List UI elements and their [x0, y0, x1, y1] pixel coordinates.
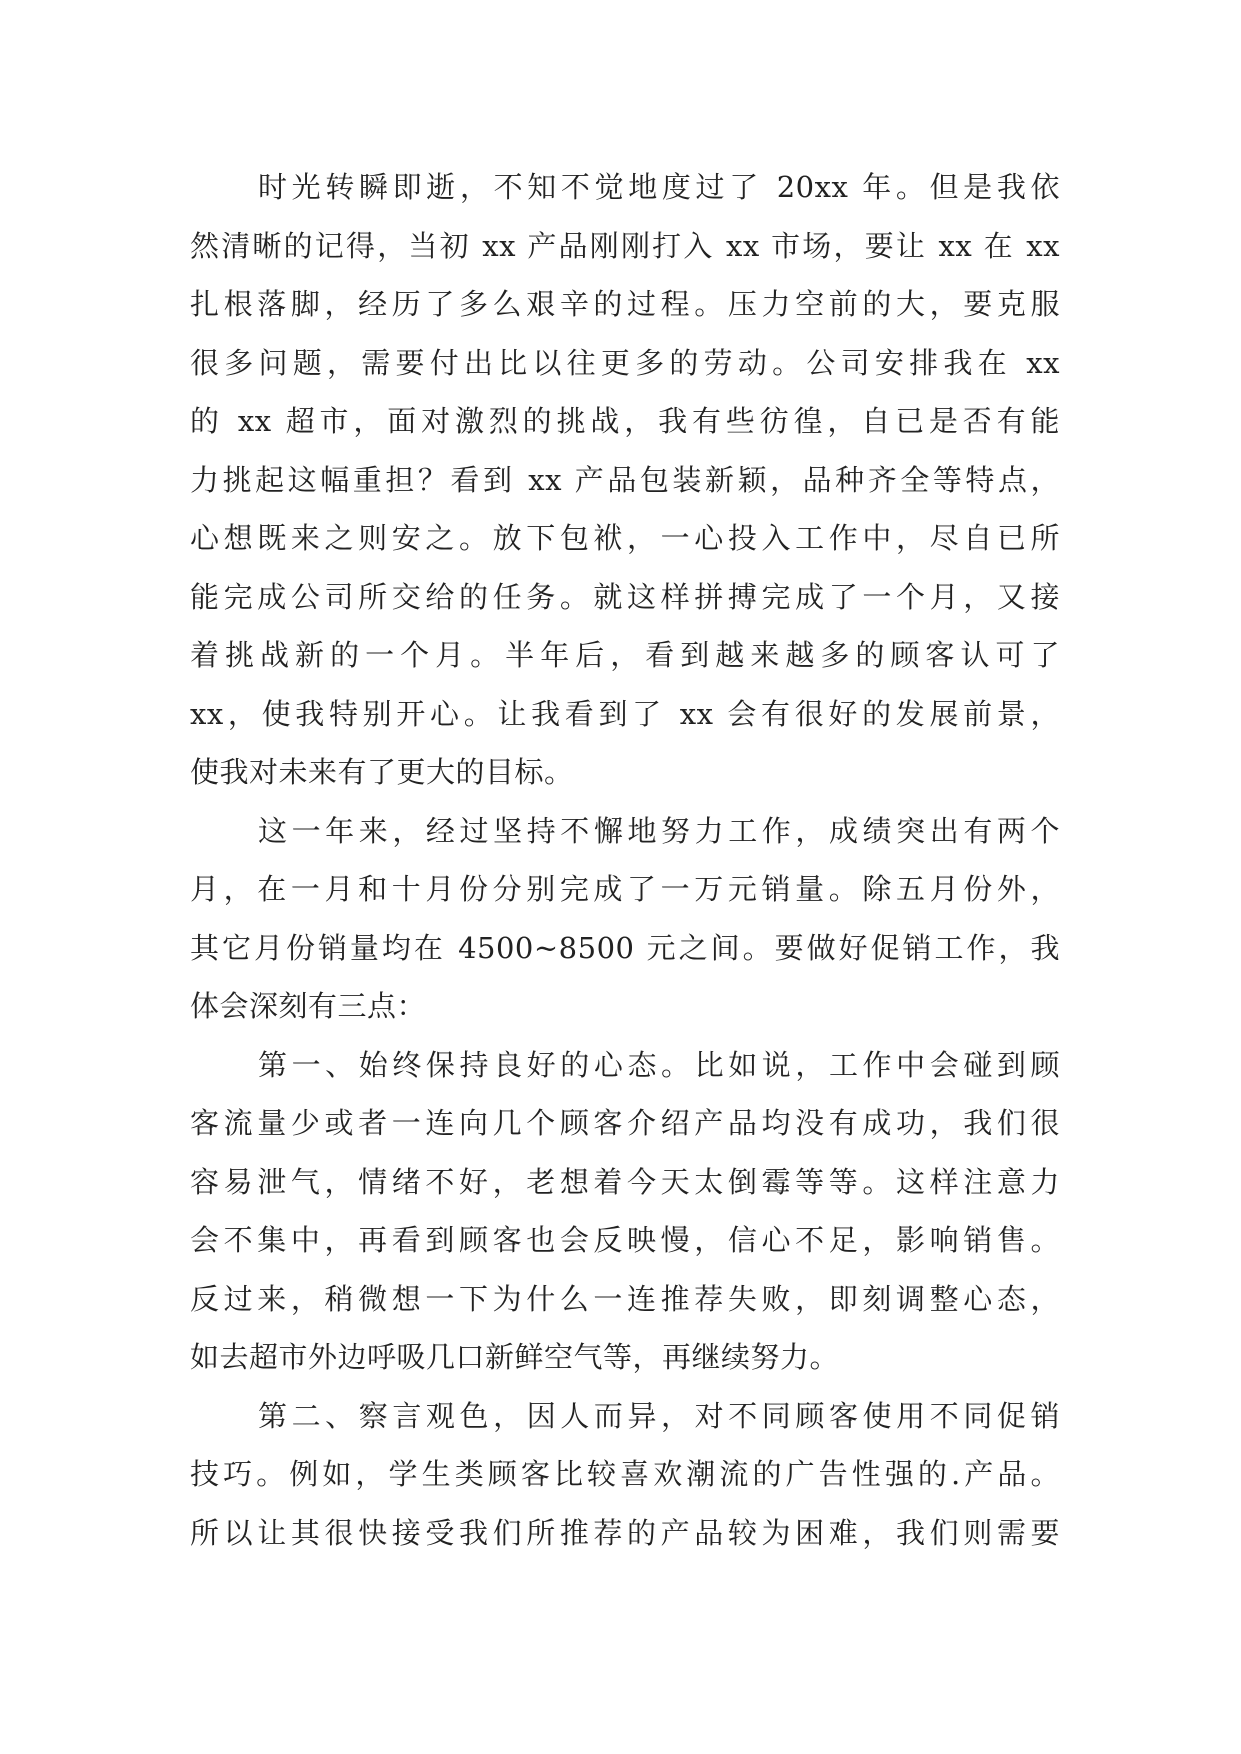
document-body [190, 158, 1060, 1562]
text-line: 客流量少或者一连向几个顾客介绍产品均没有成功，我们很 [190, 1106, 1060, 1140]
text-line: 技巧。例如，学生类顾客比较喜欢潮流的广告性强的.产品。 [190, 1457, 1060, 1491]
text-line: 月，在一月和十月份分别完成了一万元销量。除五月份外， [190, 872, 1060, 906]
text-line: 时光转瞬即逝，不知不觉地度过了 20xx 年。但是我依 [258, 170, 1060, 204]
text-line: 然清晰的记得，当初 xx 产品刚刚打入 xx 市场，要让 xx 在 xx [190, 228, 1060, 263]
paragraph-4 [190, 1387, 1060, 1563]
text-line: 扎根落脚，经历了多么艰辛的过程。压力空前的大，要克服 [190, 287, 1060, 321]
text-line: 心想既来之则安之。放下包袱，一心投入工作中，尽自已所 [190, 521, 1060, 555]
text-line: 会不集中，再看到顾客也会反映慢，信心不足，影响销售。 [190, 1223, 1060, 1257]
text-line: 体会深刻有三点： [190, 989, 427, 1023]
text-line: xx，使我特别开心。让我看到了 xx 会有很好的发展前景， [190, 696, 1060, 731]
text-line: 这一年来，经过坚持不懈地努力工作，成绩突出有两个 [258, 813, 1060, 848]
text-line: 反过来，稍微想一下为什么一连推荐失败，即刻调整心态， [190, 1281, 1060, 1316]
text-line: 所以让其很快接受我们所推荐的产品较为困难，我们则需要 [190, 1515, 1060, 1550]
text-line: 着挑战新的一个月。半年后，看到越来越多的顾客认可了 [190, 638, 1060, 672]
text-line: 很多问题，需要付出比以往更多的劳动。公司安排我在 xx [190, 345, 1060, 380]
text-line: 其它月份销量均在 4500~8500 元之间。要做好促销工作，我 [190, 930, 1060, 965]
paragraph-1 [190, 158, 1060, 802]
text-line: 力挑起这幅重担？看到 xx 产品包装新颖，品种齐全等特点， [190, 462, 1060, 497]
text-line: 容易泄气，情绪不好，老想着今天太倒霉等等。这样注意力 [190, 1164, 1060, 1199]
text-line: 能完成公司所交给的任务。就这样拼搏完成了一个月，又接 [190, 579, 1060, 614]
paragraph-2 [190, 802, 1060, 1036]
text-line: 第二、察言观色，因人而异，对不同顾客使用不同促销 [258, 1398, 1060, 1433]
paragraph-3 [190, 1036, 1060, 1387]
text-line: 使我对未来有了更大的目标。 [190, 755, 574, 789]
text-line: 的 xx 超市，面对激烈的挑战，我有些彷徨，自已是否有能 [190, 404, 1060, 438]
text-line: 如去超市外边呼吸几口新鲜空气等，再继续努力。 [190, 1340, 840, 1374]
text-line: 第一、始终保持良好的心态。比如说，工作中会碰到顾 [258, 1047, 1060, 1082]
